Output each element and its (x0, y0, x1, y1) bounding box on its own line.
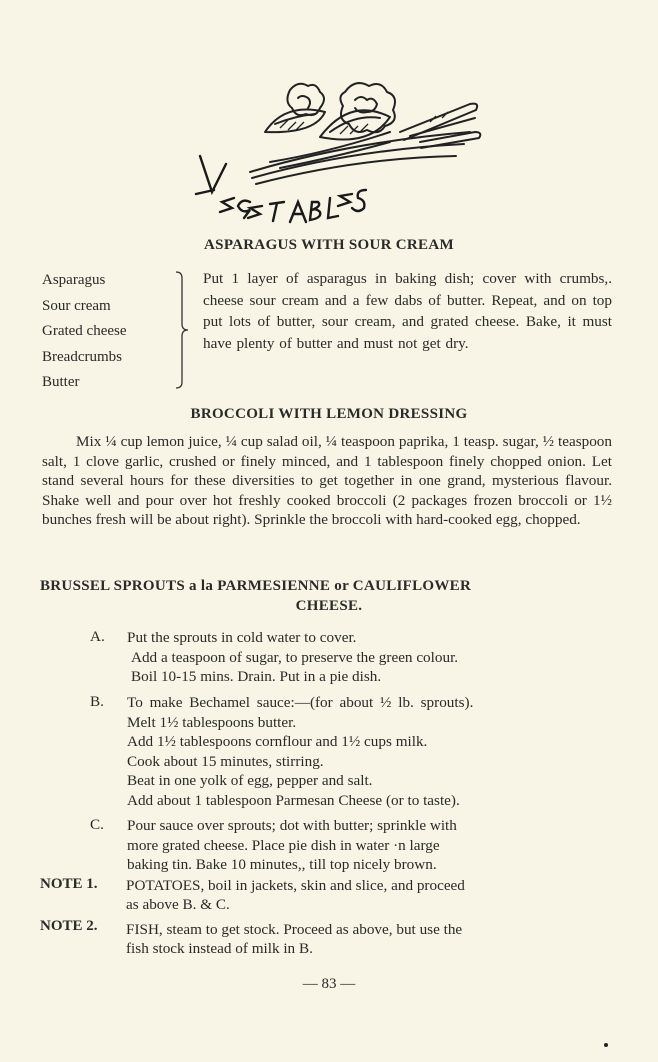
step-c-text (127, 816, 457, 875)
note-1-text (126, 876, 465, 914)
sprouts-title-line2: CHEESE. (295, 598, 363, 614)
step-line: Cook about 15 minutes, stirring. (127, 752, 324, 770)
asparagus-method: Put 1 layer of asparagus in baking dish; cover with crumbs,. cheese sour cream and a few dabs of butter. Repeat, and on top put lots of butter, sour cream, and grated cheese. Bake, it must have plenty of butter and must not get dry. (203, 270, 612, 352)
step-line: Add a teaspoon of sugar, to preserve the green colour. (131, 648, 459, 666)
ingredient-item: Butter (42, 374, 80, 390)
step-line: To make Bechamel sauce:—(for about ½ lb. sprouts). (127, 694, 474, 711)
asparagus-title: ASPARAGUS WITH SOUR CREAM (204, 237, 454, 253)
step-line: Pour sauce over sprouts; dot with butter; sprinkle with (127, 817, 457, 834)
brace-divider (172, 270, 190, 390)
step-b-text (127, 693, 473, 811)
note-line: fish stock instead of milk in B. (126, 940, 313, 957)
note-label: NOTE 2. (40, 918, 98, 934)
step-line: Melt 1½ tablespoons butter. (127, 713, 297, 731)
step-line: Beat in one yolk of egg, pepper and salt. (127, 772, 373, 790)
note-label: NOTE 1. (40, 876, 98, 892)
step-letter: A. (90, 628, 105, 645)
broccoli-text: Mix ¼ cup lemon juice, ¼ cup salad oil, ¼ teaspoon paprika, 1 teasp. sugar, ½ teaspoon salt, 1 clove garlic, crushed or finely minced, and 1 tablespoon finely chopped onion. Let stand several hours for these diversities to get together in one grand, mysterious flavour. Shake well and pour over hot freshly cooked broccoli (2 packages frozen broccoli or 1½ bunches fresh will be about right). Sprinkle the broccoli with hard-cooked egg, chopped. (42, 433, 612, 528)
note-line: as above B. & C. (126, 896, 230, 913)
ingredient-item: Sour cream (42, 297, 111, 314)
step-line: more grated cheese. Place pie dish in water ·n large (127, 836, 440, 854)
step-line: Add 1½ tablespoons cornflour and 1½ cups milk. (127, 733, 428, 751)
note-2-text (126, 920, 462, 958)
step-letter: C. (90, 816, 104, 833)
note-line: FISH, steam to get stock. Proceed as above, but use the (126, 921, 463, 938)
ingredient-item: Breadcrumbs (42, 348, 122, 365)
page-number: — 83 — (302, 976, 356, 992)
step-line: baking tin. Bake 10 minutes,, till top nicely brown. (127, 856, 437, 873)
broccoli-title: BROCCOLI WITH LEMON DRESSING (190, 406, 468, 422)
step-line: Put the sprouts in cold water to cover. (127, 629, 357, 646)
step-line: Boil 10-15 mins. Drain. Put in a pie dish. (131, 668, 382, 686)
note-line: POTATOES, boil in jackets, skin and slice, and proceed (126, 877, 465, 894)
step-line: Add about 1 tablespoon Parmesan Cheese (or to taste). (127, 791, 460, 809)
step-a-text (127, 628, 458, 687)
sprouts-title-line1: BRUSSEL SPROUTS a la PARMESIENNE or CAULIFLOWER (40, 578, 472, 594)
step-letter: B. (90, 693, 104, 710)
asparagus-ingredients (42, 268, 127, 396)
vegetables-illustration-icon (170, 72, 490, 232)
ink-speck (604, 1043, 608, 1047)
ingredient-item: Grated cheese (42, 323, 127, 339)
ingredient-item: Asparagus (42, 272, 106, 288)
